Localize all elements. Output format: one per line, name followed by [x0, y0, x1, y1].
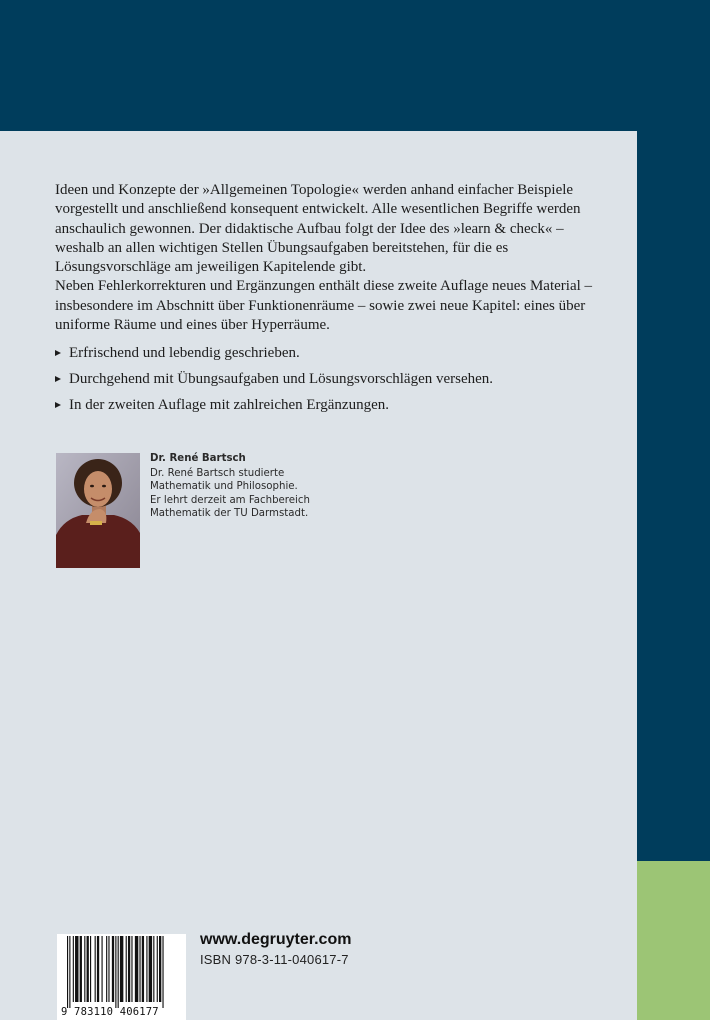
barcode-bar — [95, 936, 96, 1002]
feature-text: Erfrischend und lebendig geschrieben. — [69, 345, 300, 361]
blurb-paragraph-2: Neben Fehlerkorrekturen und Ergänzungen enthält diese zweite Auflage neues Material – insbesondere im Abschnitt über Funktionenräume – sowie zwei neue Kapitel: eines über uniforme Räume und eines über Hyperräume. — [55, 278, 593, 334]
barcode-bar — [157, 936, 158, 1002]
barcode-bar — [118, 936, 119, 1008]
barcode-bar — [73, 936, 74, 1002]
barcode-bar — [135, 936, 138, 1002]
author-bio-line: Mathematik der TU Darmstadt. — [150, 508, 309, 520]
author-bio-line: Er lehrt derzeit am Fachbereich — [150, 494, 310, 506]
barcode-bar — [162, 936, 163, 1008]
barcode-bar — [75, 936, 78, 1002]
barcode-bar — [115, 936, 116, 1008]
barcode-bar — [112, 936, 114, 1002]
isbn-text: ISBN 978-3-11-040617-7 — [200, 952, 349, 967]
barcode-bar — [69, 936, 70, 1008]
barcode-bar — [146, 936, 147, 1002]
bullet-triangle-icon — [55, 402, 61, 408]
author-bio-line: Dr. René Bartsch studierte — [150, 467, 285, 479]
barcode-bar — [67, 936, 68, 1008]
blurb-text — [55, 181, 615, 335]
list-item — [55, 344, 625, 370]
list-item — [55, 396, 625, 422]
barcode-bar — [84, 936, 85, 1002]
barcode-bar — [106, 936, 107, 1002]
barcode-bar — [142, 936, 144, 1002]
author-name: Dr. René Bartsch — [150, 453, 246, 464]
barcode-bar — [126, 936, 127, 1002]
author-bio-line: Mathematik und Philosophie. — [150, 481, 298, 493]
author-bio — [150, 467, 400, 521]
barcode-bar — [87, 936, 89, 1002]
top-color-band — [0, 0, 710, 131]
bullet-triangle-icon — [55, 350, 61, 356]
green-accent-band — [637, 861, 710, 1020]
author-info — [150, 452, 400, 521]
barcode-bar — [97, 936, 99, 1002]
barcode-bar — [102, 936, 103, 1002]
right-color-band — [637, 131, 710, 861]
barcode-bar — [153, 936, 154, 1002]
feature-list — [55, 344, 625, 422]
bullet-triangle-icon — [55, 376, 61, 382]
feature-text: Durchgehend mit Übungsaufgaben und Lösungsvorschlägen versehen. — [69, 371, 494, 387]
barcode-bar — [120, 936, 123, 1002]
barcode-bar — [139, 936, 140, 1002]
barcode — [57, 934, 186, 1020]
author-photo — [56, 453, 140, 568]
barcode-bar — [159, 936, 161, 1002]
feature-text: In der zweiten Auflage mit zahlreichen Ergänzungen. — [69, 397, 390, 413]
barcode-digits: 9 783110 406177 — [61, 1006, 159, 1018]
barcode-bar — [149, 936, 152, 1002]
barcode-bar — [80, 936, 82, 1002]
list-item — [55, 370, 625, 396]
barcode-bar — [108, 936, 109, 1002]
barcode-bar — [90, 936, 91, 1002]
publisher-website-link[interactable]: www.degruyter.com — [200, 931, 352, 948]
blurb-paragraph-1: Ideen und Konzepte der »Allgemeinen Topologie« werden anhand einfacher Beispiele vorgestellt und anschließend konsequent entwickelt. Alle wesentlichen Begriffe werden anschaulich gewonnen. Der didaktische Aufbau folgt der Idee des »learn & check« – weshalb an allen wichtigen Stellen Übungsaufgaben bereitstehen, für die es Lösungsvorschläge am jeweiligen Kapitelende gibt. — [55, 182, 581, 276]
barcode-bar — [128, 936, 130, 1002]
barcode-bar — [131, 936, 132, 1002]
